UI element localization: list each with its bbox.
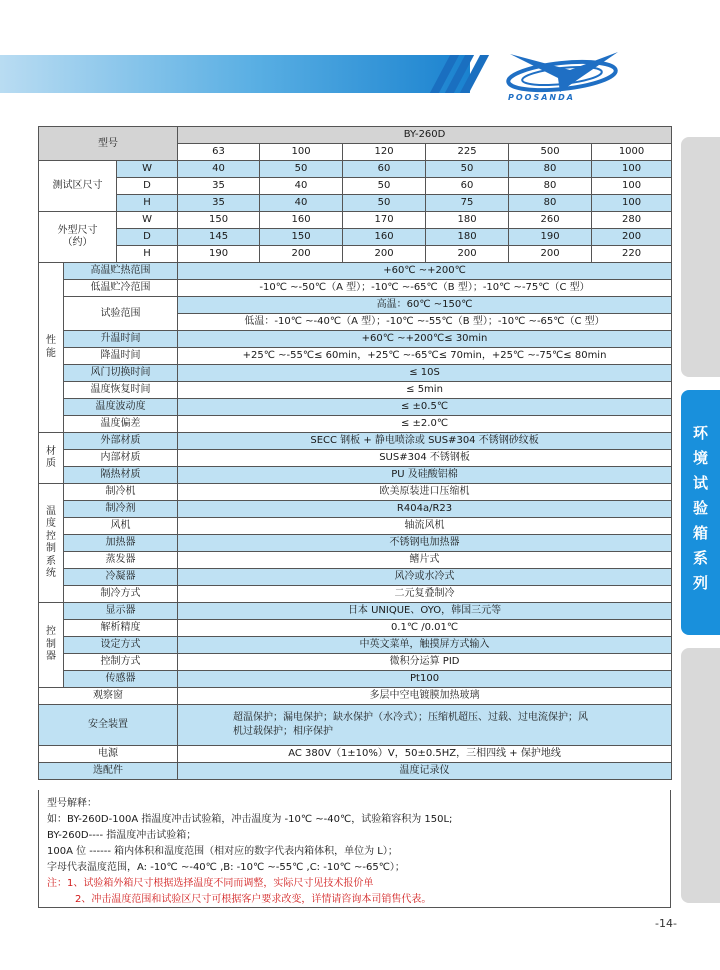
notes-line: 100A 位 ------ 箱内体积和温度范围（相对应的数字代表内箱体积，单位为 L）； bbox=[47, 846, 398, 857]
row-value: AC 380V（1±10%）V，50±0.5HZ，三相四线 + 保护地线 bbox=[178, 746, 672, 763]
notes-red-line: 注：1、试验箱外箱尺寸根据选择温度不同而调整，实际尺寸见技术报价单 bbox=[47, 878, 374, 889]
table-row bbox=[39, 161, 672, 178]
table-cell: 80 bbox=[509, 161, 592, 178]
dim-label: W bbox=[117, 161, 178, 178]
table-cell: 40 bbox=[260, 195, 343, 212]
header-banner bbox=[0, 55, 470, 93]
table-cell: 50 bbox=[343, 195, 426, 212]
row-value: R404a/R23 bbox=[178, 501, 672, 518]
dim-label: W bbox=[117, 212, 178, 229]
row-label: 温度恢复时间 bbox=[64, 382, 178, 399]
logo-text: POOSANDA bbox=[508, 93, 575, 102]
temp-system-label: 温 度 控 制 系 统 bbox=[39, 484, 64, 603]
table-cell: 150 bbox=[178, 212, 260, 229]
table-cell: 220 bbox=[592, 246, 672, 263]
row-value: 鳍片式 bbox=[178, 552, 672, 569]
row-label: 内部材质 bbox=[64, 450, 178, 467]
table-cell: 60 bbox=[343, 161, 426, 178]
table-row bbox=[39, 501, 672, 518]
table-row bbox=[39, 705, 672, 746]
row-label: 外部材质 bbox=[64, 433, 178, 450]
table-cell: 190 bbox=[509, 229, 592, 246]
sidebar-tab bbox=[681, 137, 720, 377]
table-cell: 150 bbox=[260, 229, 343, 246]
row-value: ≤ 10S bbox=[178, 365, 672, 382]
table-row bbox=[39, 263, 672, 280]
table-row bbox=[39, 433, 672, 450]
test-area-label: 测试区尺寸 bbox=[39, 161, 117, 212]
notes-red-line: 2、冲击温度范围和试验区尺寸可根据客户要求改变，详情请咨询本司销售代表。 bbox=[75, 894, 432, 905]
page-number: -14- bbox=[655, 917, 677, 930]
table-row bbox=[39, 280, 672, 297]
table-cell: 100 bbox=[592, 161, 672, 178]
table-row bbox=[39, 297, 672, 314]
table-row bbox=[39, 450, 672, 467]
row-value: +60℃ ~+200℃≤ 30min bbox=[178, 331, 672, 348]
row-value: -10℃ ~-50℃（A 型）；-10℃ ~-65℃（B 型）；-10℃ ~-75℃（C 型） bbox=[178, 280, 672, 297]
spec-table bbox=[38, 126, 672, 780]
table-row bbox=[39, 365, 672, 382]
dim-label: D bbox=[117, 178, 178, 195]
table-cell: 35 bbox=[178, 178, 260, 195]
row-label: 控制方式 bbox=[64, 654, 178, 671]
row-value: 日本 UNIQUE、OYO，韩国三元等 bbox=[178, 603, 672, 620]
row-value: PU 及硅酸铝棉 bbox=[178, 467, 672, 484]
table-cell: 180 bbox=[426, 212, 509, 229]
table-cell: 40 bbox=[260, 178, 343, 195]
row-label: 风机 bbox=[64, 518, 178, 535]
row-label: 升温时间 bbox=[64, 331, 178, 348]
table-row bbox=[39, 637, 672, 654]
table-cell: 75 bbox=[426, 195, 509, 212]
material-label: 材 质 bbox=[39, 433, 64, 484]
row-label: 制冷机 bbox=[64, 484, 178, 501]
table-row bbox=[39, 348, 672, 365]
volume-cell: 225 bbox=[426, 144, 509, 161]
outer-label-line: （约） bbox=[62, 237, 93, 248]
row-label: 观察窗 bbox=[39, 688, 178, 705]
row-value: 微积分运算 PID bbox=[178, 654, 672, 671]
table-row bbox=[39, 586, 672, 603]
table-row bbox=[39, 620, 672, 637]
series-label: 环境试验箱系列 bbox=[691, 425, 709, 600]
table-cell: 190 bbox=[178, 246, 260, 263]
table-row bbox=[39, 603, 672, 620]
table-row bbox=[39, 484, 672, 501]
row-label: 加热器 bbox=[64, 535, 178, 552]
sidebar-tab bbox=[681, 648, 720, 903]
volume-cell: 1000 bbox=[592, 144, 672, 161]
row-label: 温度波动度 bbox=[64, 399, 178, 416]
table-cell: 50 bbox=[343, 178, 426, 195]
table-cell: 80 bbox=[509, 178, 592, 195]
row-label: 显示器 bbox=[64, 603, 178, 620]
sidebar-series-tab bbox=[681, 390, 720, 635]
table-row bbox=[39, 518, 672, 535]
row-label: 隔热材质 bbox=[64, 467, 178, 484]
table-cell: 50 bbox=[426, 161, 509, 178]
row-value: ≤ 5min bbox=[178, 382, 672, 399]
row-value: Pt100 bbox=[178, 671, 672, 688]
row-value: SUS#304 不锈钢板 bbox=[178, 450, 672, 467]
row-value: 0.1℃ /0.01℃ bbox=[178, 620, 672, 637]
row-label: 试验范围 bbox=[64, 297, 178, 331]
table-row bbox=[39, 569, 672, 586]
safety-line: 机过载保护；相序保护 bbox=[233, 726, 334, 737]
table-cell: 40 bbox=[178, 161, 260, 178]
table-cell: 100 bbox=[592, 195, 672, 212]
row-value: 低温：-10℃ ~-40℃（A 型）；-10℃ ~-55℃（B 型）；-10℃ ~-65℃（C 型） bbox=[178, 314, 672, 331]
table-row bbox=[39, 229, 672, 246]
row-value: 多层中空电镀膜加热玻璃 bbox=[178, 688, 672, 705]
table-cell: 280 bbox=[592, 212, 672, 229]
table-cell: 200 bbox=[260, 246, 343, 263]
table-cell: 170 bbox=[343, 212, 426, 229]
table-cell: 50 bbox=[260, 161, 343, 178]
volume-cell: 500 bbox=[509, 144, 592, 161]
row-label: 高温贮热范围 bbox=[64, 263, 178, 280]
row-label: 解析精度 bbox=[64, 620, 178, 637]
row-value: 中英文菜单，触摸屏方式输入 bbox=[178, 637, 672, 654]
notes-box bbox=[38, 790, 671, 908]
table-cell: 200 bbox=[343, 246, 426, 263]
row-value: +60℃ ~+200℃ bbox=[178, 263, 672, 280]
volume-cell: 100 bbox=[260, 144, 343, 161]
notes-line: 如：BY-260D-100A 指温度冲击试验箱，冲击温度为 -10℃ ~-40℃，试验箱容积为 150L; bbox=[47, 814, 453, 825]
table-row bbox=[39, 688, 672, 705]
table-row bbox=[39, 746, 672, 763]
table-cell: 35 bbox=[178, 195, 260, 212]
outer-size-label bbox=[39, 212, 117, 263]
table-cell: 180 bbox=[426, 229, 509, 246]
dim-label: D bbox=[117, 229, 178, 246]
row-value: 二元复叠制冷 bbox=[178, 586, 672, 603]
notes-line: 字母代表温度范围，A: -10℃ ~-40℃ ,B: -10℃ ~-55℃ ,C: -10℃ ~-65℃）； bbox=[47, 862, 405, 873]
table-cell: 160 bbox=[343, 229, 426, 246]
volume-cell: 63 bbox=[178, 144, 260, 161]
row-value: 高温：60℃ ~150℃ bbox=[178, 297, 672, 314]
notes-line: BY-260D---- 指温度冲击试验箱； bbox=[47, 830, 197, 841]
model-name: BY-260D bbox=[178, 127, 672, 144]
row-value: 温度记录仪 bbox=[178, 763, 672, 780]
table-row bbox=[39, 654, 672, 671]
table-cell: 60 bbox=[426, 178, 509, 195]
row-value: SECC 钢板 + 静电喷涂或 SUS#304 不锈钢砂纹板 bbox=[178, 433, 672, 450]
volume-cell: 120 bbox=[343, 144, 426, 161]
dim-label: H bbox=[117, 195, 178, 212]
table-row bbox=[39, 382, 672, 399]
row-value: 不锈钢电加热器 bbox=[178, 535, 672, 552]
table-cell: 200 bbox=[426, 246, 509, 263]
notes-title: 型号解释： bbox=[47, 798, 97, 809]
row-label: 冷凝器 bbox=[64, 569, 178, 586]
table-row bbox=[39, 246, 672, 263]
controller-label: 控 制 器 bbox=[39, 603, 64, 688]
table-row bbox=[39, 178, 672, 195]
table-row bbox=[39, 212, 672, 229]
row-value: 欧美原装进口压缩机 bbox=[178, 484, 672, 501]
table-row bbox=[39, 127, 672, 144]
row-value: 轴流风机 bbox=[178, 518, 672, 535]
table-cell: 200 bbox=[509, 246, 592, 263]
table-row bbox=[39, 331, 672, 348]
row-label: 设定方式 bbox=[64, 637, 178, 654]
row-label: 安全装置 bbox=[39, 705, 178, 746]
row-label: 制冷方式 bbox=[64, 586, 178, 603]
table-row bbox=[39, 763, 672, 780]
row-label: 传感器 bbox=[64, 671, 178, 688]
row-label: 低温贮冷范围 bbox=[64, 280, 178, 297]
safety-line: 超温保护；漏电保护；缺水保护（水冷式）；压缩机超压、过载、过电流保护；风 bbox=[233, 712, 589, 723]
outer-label-line: 外型尺寸 bbox=[57, 224, 98, 236]
dim-label: H bbox=[117, 246, 178, 263]
table-row bbox=[39, 416, 672, 433]
table-cell: 100 bbox=[592, 178, 672, 195]
row-value: ≤ ±2.0℃ bbox=[178, 416, 672, 433]
table-row bbox=[39, 671, 672, 688]
table-row bbox=[39, 195, 672, 212]
row-label: 风门切换时间 bbox=[64, 365, 178, 382]
row-label: 电源 bbox=[39, 746, 178, 763]
row-label: 温度偏差 bbox=[64, 416, 178, 433]
performance-label: 性 能 bbox=[39, 263, 64, 433]
table-cell: 260 bbox=[509, 212, 592, 229]
row-label: 降温时间 bbox=[64, 348, 178, 365]
table-cell: 200 bbox=[592, 229, 672, 246]
model-label: 型号 bbox=[39, 127, 178, 161]
table-row bbox=[39, 535, 672, 552]
table-cell: 160 bbox=[260, 212, 343, 229]
row-value bbox=[178, 705, 672, 746]
row-label: 制冷剂 bbox=[64, 501, 178, 518]
table-row bbox=[39, 399, 672, 416]
table-cell: 145 bbox=[178, 229, 260, 246]
row-value: 风冷或水冷式 bbox=[178, 569, 672, 586]
table-cell: 80 bbox=[509, 195, 592, 212]
table-row bbox=[39, 467, 672, 484]
row-value: +25℃ ~-55℃≤ 60min，+25℃ ~-65℃≤ 70min，+25℃ ~-75℃≤ 80min bbox=[178, 348, 672, 365]
row-label: 蒸发器 bbox=[64, 552, 178, 569]
row-label: 选配件 bbox=[39, 763, 178, 780]
row-value: ≤ ±0.5℃ bbox=[178, 399, 672, 416]
table-row bbox=[39, 552, 672, 569]
